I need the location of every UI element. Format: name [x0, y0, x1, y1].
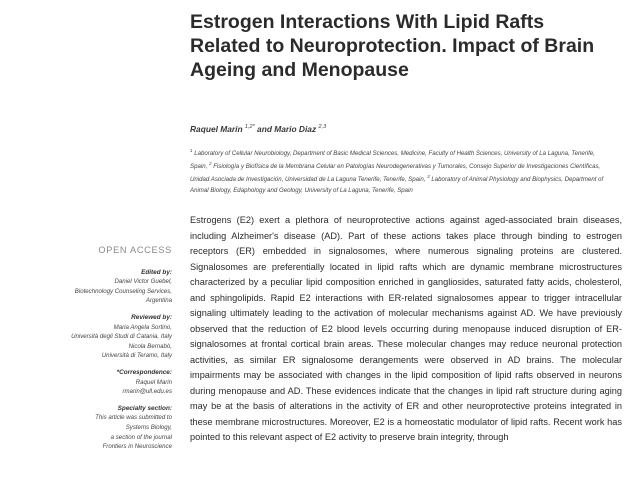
author-name[interactable]: Mario Diaz	[274, 124, 317, 134]
author-name[interactable]: Raquel Marin	[190, 124, 243, 134]
affiliation-sup: 1	[190, 148, 193, 153]
specialty-section	[0, 404, 172, 452]
specialty-line: Frontiers in Neuroscience	[102, 443, 172, 451]
reviewer-line: Nicola Bernabò,	[128, 342, 172, 350]
abstract-text: Estrogens (E2) exert a plethora of neuroprotective actions against aged-associated brain diseases, including Alzheimer's disease (AD). Part of these actions takes place through binding to estrogen receptors (ER) embedded in signalosomes, where numerous signaling proteins are clustered. Signalosomes are preferentially located in lipid rafts which are dynamic membrane microstructures characterized by a peculiar lipid composition enriched in gangliosides, saturated fatty acids, cholesterol, and sphingolipids. Rapid E2 interactions with ER-related signalosomes appear to trigger intracellular signaling ultimately leading to the activation of molecular mechanisms against AD. We have previously observed that the reduction of E2 blood levels occurring during menopause induced disruption of ER-signalosomes at frontal cortical brain areas. These molecular changes may reduce neuronal protection activities, as similar ER signalosome derangements were observed in AD brains. The molecular impairments may be associated with changes in the lipid composition of lipid rafts observed in neurons during menopause and AD. These evidences indicate that the changes in lipid raft structure during aging may be at the basis of alterations in the activity of ER and other neuroprotective proteins integrated in these membrane microstructures. Moreover, E2 is a homeostatic modulator of lipid rafts. Recent work has pointed to this relevant aspect of E2 activity to preserve brain integrity, through	[190, 215, 622, 442]
correspondence-name: Raquel Marin	[135, 378, 172, 386]
edited-by-section	[0, 268, 172, 306]
affiliation-text: Laboratory of Cellular Neurobiology, Department of Basic Medical Sciences, Medicine, Faculty of Health Sciences, University of La Laguna, Tenerife, Spain,	[190, 150, 595, 171]
author-affiliation-sup: 1,2*	[244, 124, 255, 131]
specialty-line: a section of the journal	[110, 433, 172, 441]
affiliation-text: Laboratory of Animal Physiology and Biophysics, Department of Animal Biology, Edaphology and Geology, University of La Laguna, Tenerife, Spain	[190, 176, 604, 194]
reviewer-line: Maria Angela Sortino,	[113, 323, 172, 331]
editor-line: Argentina	[145, 297, 172, 305]
editor-line: Biotechnology Counseling Services,	[74, 287, 172, 295]
specialty-line: This article was submitted to	[95, 414, 172, 422]
author-affiliation-sup: 2,3	[318, 124, 327, 131]
correspondence-heading: *Correspondence:	[116, 368, 172, 376]
reviewer-line: Università di Teramo, Italy	[101, 352, 172, 360]
specialty-heading: Specialty section:	[117, 404, 172, 412]
affiliation-sup: 3	[427, 174, 430, 180]
author-conjunction: and	[254, 124, 275, 134]
reviewed-by-section	[0, 313, 172, 361]
affiliations	[190, 146, 610, 196]
open-access-label[interactable]: OPEN ACCESS	[98, 245, 172, 255]
editor-line: Daniel Victor Guebel,	[114, 278, 172, 286]
author-list	[190, 124, 610, 134]
reviewer-line: Università degli Studi di Catania, Italy	[71, 333, 172, 341]
edited-by-heading: Edited by:	[141, 268, 172, 276]
affiliation-text: Fisiología y Biofísica de la Membrana Celular en Patologías Neurodegenerativas y Tumorales, Consejo Superior de Investigaciones Científicas, Unidad Asociada de Investigación, Universidad de La Laguna Tenerife, Tenerife, Spain,	[190, 163, 601, 184]
specialty-line: Systems Biology,	[125, 423, 172, 431]
affiliation-sup: 2	[208, 161, 212, 167]
correspondence-email-link[interactable]: rmarin@ull.edu.es	[122, 388, 172, 396]
article-info-sidebar	[0, 246, 172, 459]
article-title: Estrogen Interactions With Lipid Rafts Related to Neuroprotection. Impact of Brain Ageing and Menopause	[190, 11, 595, 81]
reviewed-by-heading: Reviewed by:	[131, 313, 172, 321]
correspondence-section	[0, 368, 172, 397]
